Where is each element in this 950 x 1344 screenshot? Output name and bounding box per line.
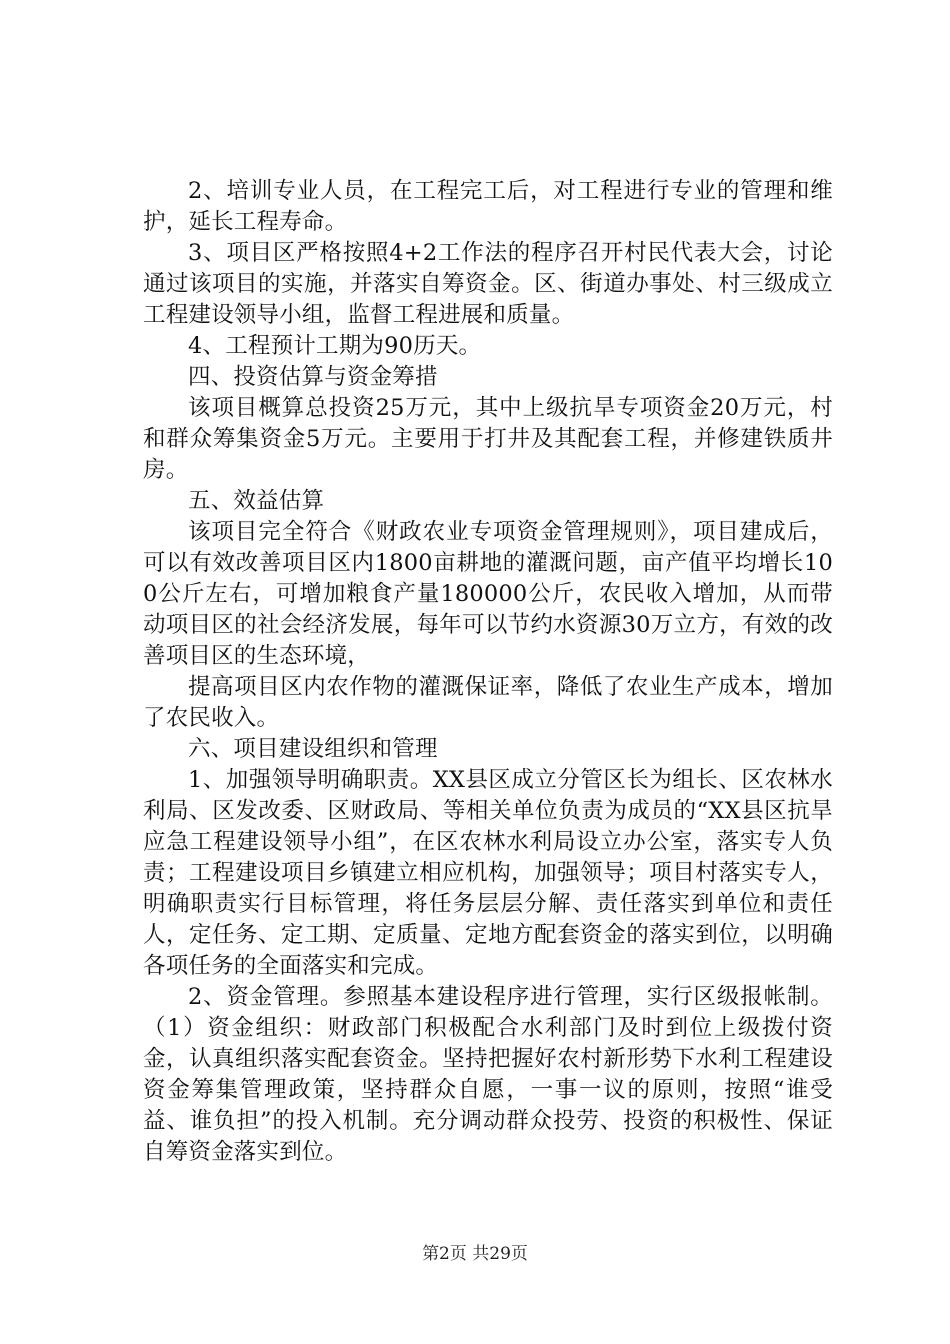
page-footer: 第2页 共29页 (422, 1244, 528, 1264)
paragraph-village-meeting: 3、项目区严格按照4+2工作法的程序召开村民代表大会，讨论通过该项目的实施，并落实自筹资金。区、街道办事处、村三级成立工程建设领导小组，监督工程进展和质量。 (143, 240, 833, 328)
paragraph-benefit-continued: 提高项目区内农作物的灌溉保证率，降低了农业生产成本，增加了农民收入。 (143, 674, 833, 731)
paragraph-benefit: 该项目完全符合《财政农业专项资金管理规则》，项目建成后，可以有效改善项目区内1800亩耕地的灌溉问题，亩产值平均增长100公斤左右，可增加粮食产量180000公斤，农民收入增加，从而带动项目区的社会经济发展，每年可以节约水资源30万立方，有效的改善项目区的生态环境， (143, 519, 833, 669)
paragraph-investment: 该项目概算总投资25万元，其中上级抗旱专项资金20万元，村和群众筹集资金5万元。主要用于打井及其配套工程，并修建铁质井房。 (143, 395, 833, 483)
heading-investment: 四、投资估算与资金筹措 (188, 364, 438, 390)
paragraph-duration: 4、工程预计工期为90历天。 (188, 333, 482, 359)
paragraph-leadership: 1、加强领导明确职责。XX县区成立分管区长为组长、区农林水利局、区发改委、区财政局、等相关单位负责为成员的“XX县区抗旱应急工程建设领导小组”，在区农林水利局设立办公室，落实专人负责；工程建设项目乡镇建立相应机构，加强领导；项目村落实专人，明确职责实行目标管理，将任务层层分解、责任落实到单位和责任人，定任务、定工期、定质量、定地方配套资金的落实到位，以明确各项任务的全面落实和完成。 (143, 767, 833, 979)
heading-benefit: 五、效益估算 (188, 488, 325, 514)
paragraph-training: 2、培训专业人员，在工程完工后，对工程进行专业的管理和维护，延长工程寿命。 (143, 178, 833, 235)
paragraph-fund-management: 2、资金管理。参照基本建设程序进行管理，实行区级报帐制。（1）资金组织：财政部门积极配合水利部门及时到位上级拨付资金，认真组织落实配套资金。坚持把握好农村新形势下水利工程建设资金筹集管理政策，坚持群众自愿，一事一议的原则，按照“谁受益、谁负担”的投入机制。充分调动群众投劳、投资的积极性、保证自筹资金落实到位。 (143, 984, 833, 1165)
document-body (143, 176, 833, 1168)
heading-organization: 六、项目建设组织和管理 (188, 736, 438, 762)
